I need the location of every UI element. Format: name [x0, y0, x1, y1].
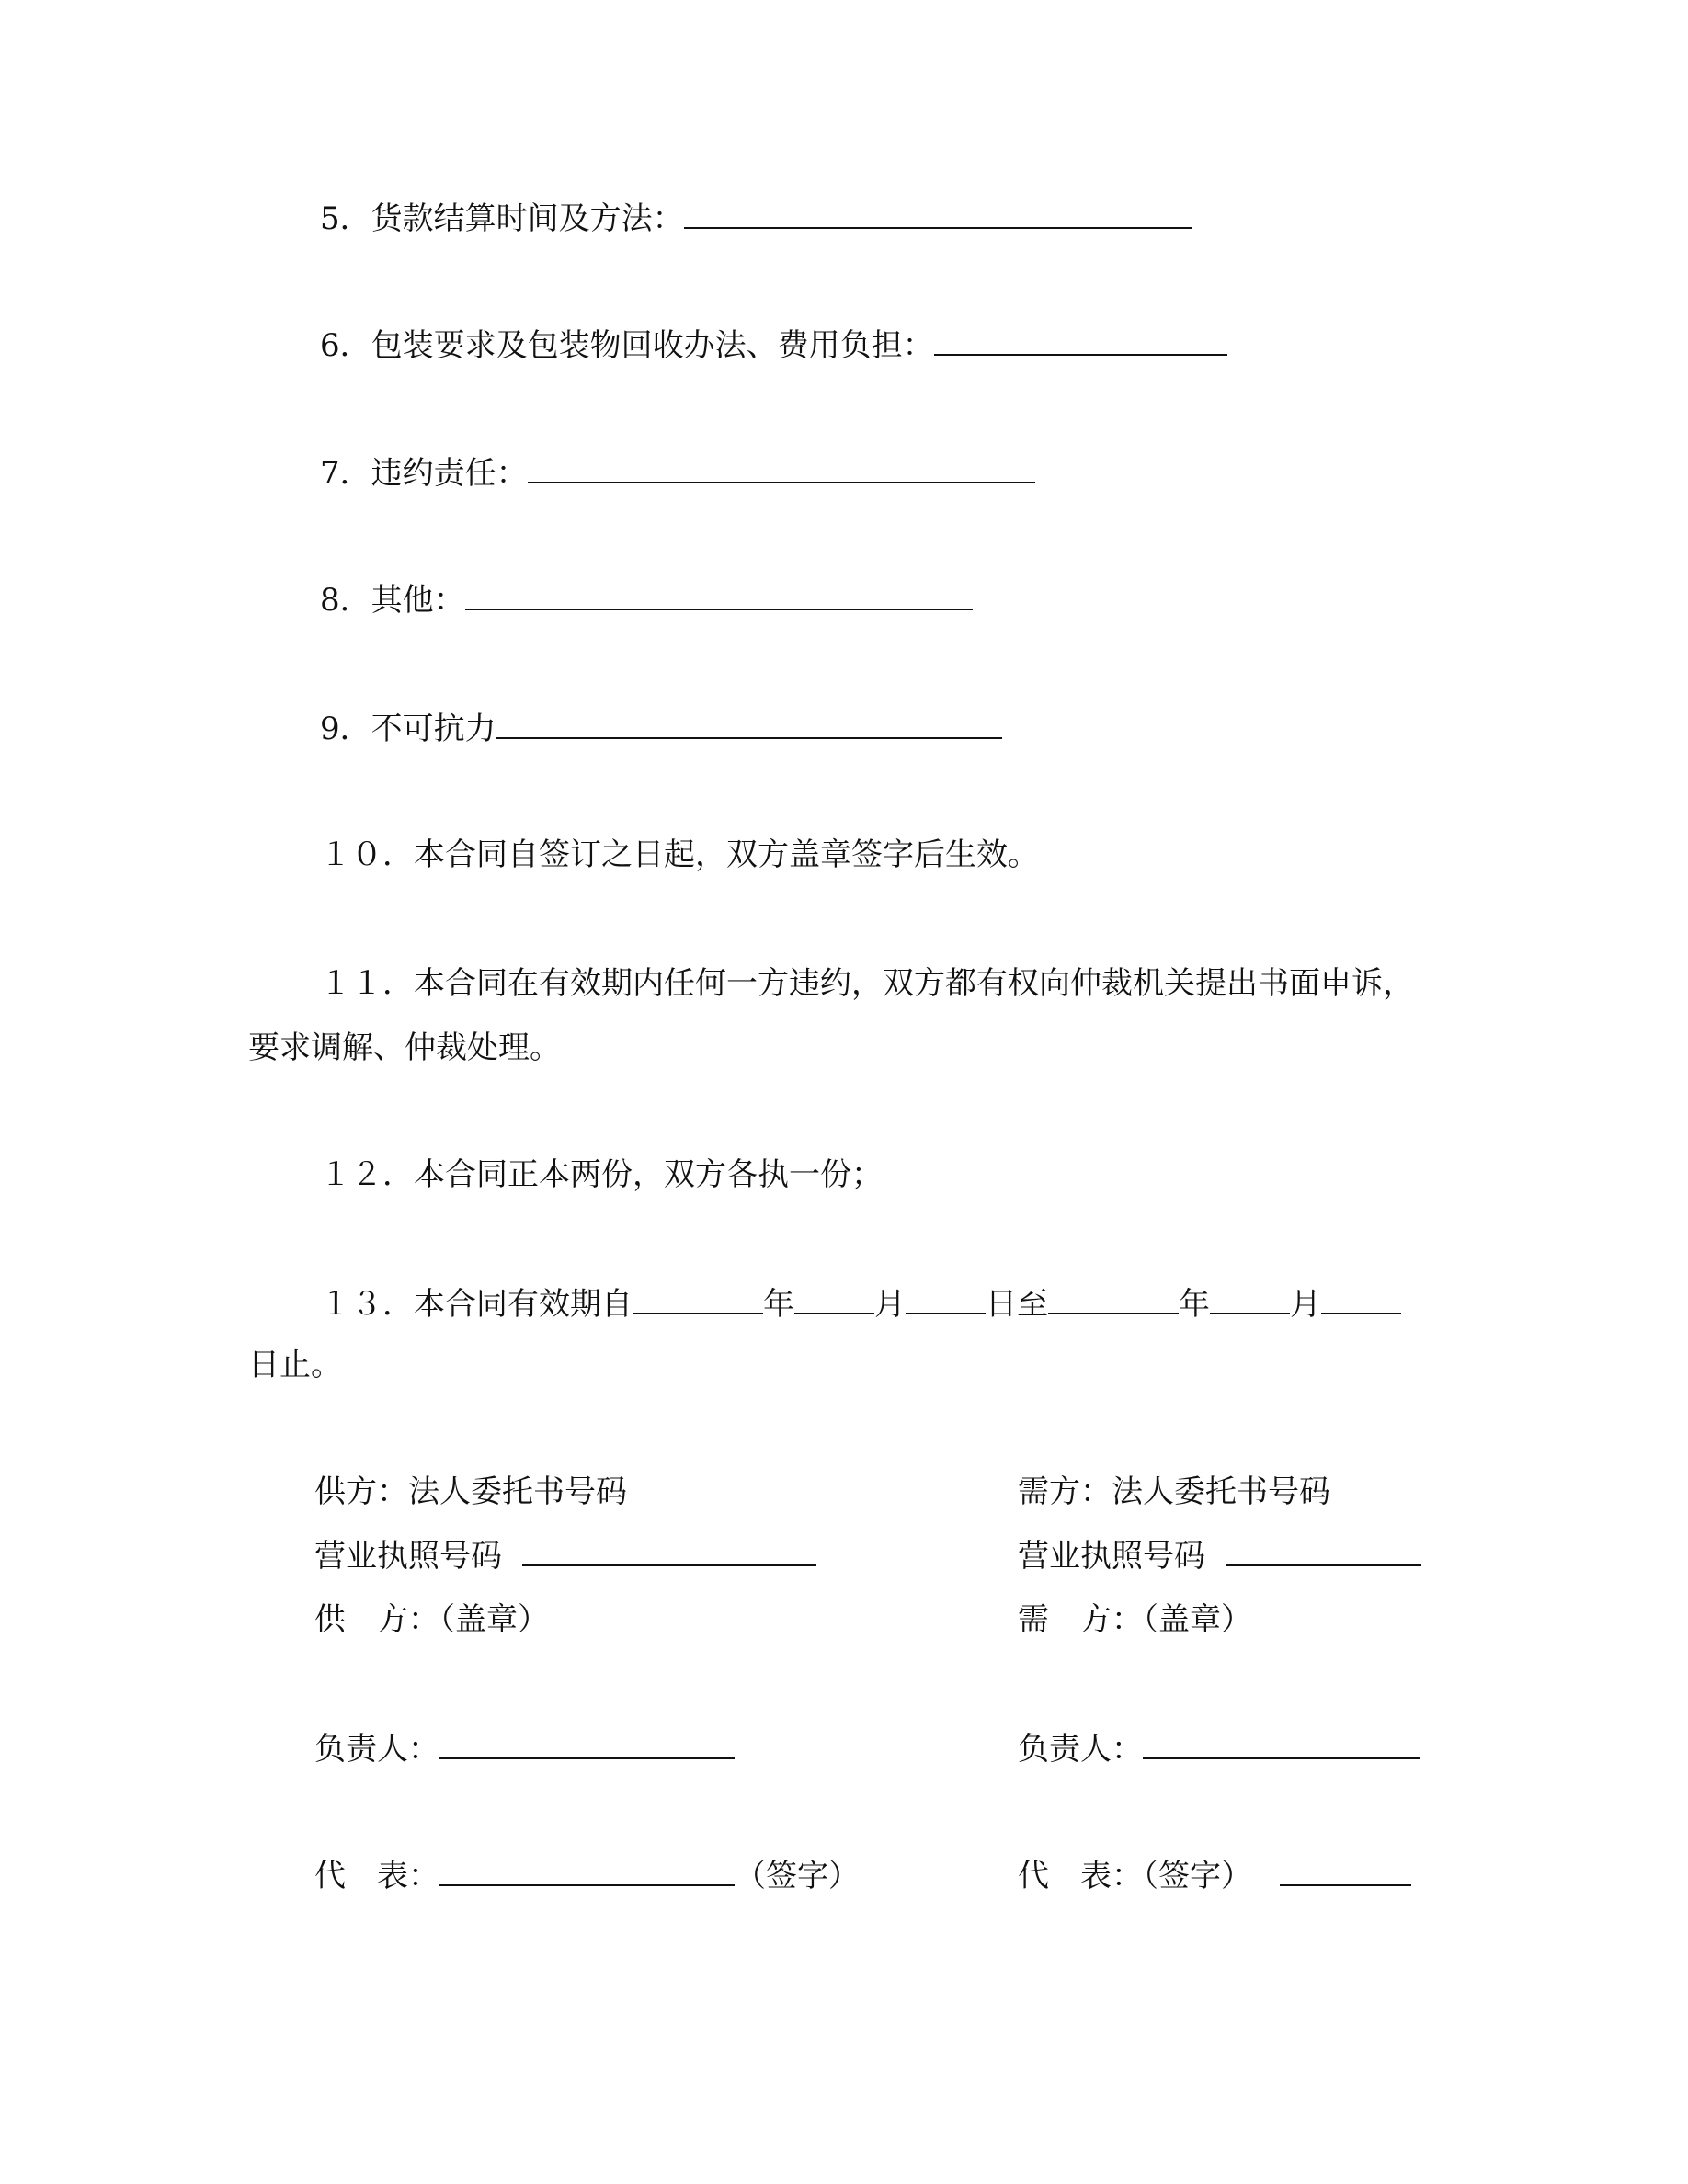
buyer-seal: 需 方：（盖章）: [1018, 1601, 1252, 1638]
supplier-responsible-label: 负责人：: [314, 1731, 439, 1768]
month-label: 月: [874, 1286, 906, 1323]
month-label: 月: [1290, 1286, 1321, 1323]
buyer-responsible: [1018, 1730, 1420, 1768]
end-month-blank: [1210, 1285, 1290, 1314]
blank-line: [1280, 1857, 1411, 1886]
supplier-license: [314, 1537, 816, 1575]
end-day-blank: [1321, 1285, 1401, 1314]
blank-line: [1226, 1537, 1421, 1566]
supplier-representative-label: 代 表：: [314, 1858, 439, 1894]
clause-6: [320, 326, 1227, 364]
buyer-power-of-attorney: 需方：法人委托书号码: [1018, 1473, 1330, 1510]
clause-9-text: 9．不可抗力: [320, 711, 496, 747]
buyer-license: [1018, 1537, 1421, 1575]
supplier-signature-label: （签字）: [735, 1858, 860, 1894]
supplier-representative: [314, 1857, 860, 1894]
supplier-seal: 供 方：（盖章）: [314, 1601, 549, 1638]
clause-5-text: 5．货款结算时间及方法：: [320, 200, 684, 237]
blank-line: [522, 1537, 816, 1566]
blank-line: [439, 1730, 735, 1759]
clause-7-text: 7．违约责任：: [320, 455, 528, 492]
start-year-blank: [633, 1285, 763, 1314]
buyer-license-label: 营业执照号码: [1018, 1538, 1205, 1575]
buyer-representative: [1018, 1857, 1411, 1894]
blank-line: [465, 581, 973, 610]
supplier-license-label: 营业执照号码: [314, 1538, 502, 1575]
clause-8: [320, 581, 973, 619]
blank-line: [934, 326, 1227, 356]
clause-10: １０．本合同自签订之日起，双方盖章签字后生效。: [320, 836, 1039, 873]
supplier-responsible: [314, 1730, 735, 1768]
blank-line: [1143, 1730, 1420, 1759]
year-label: 年: [763, 1286, 794, 1323]
clause-12: １２．本合同正本两份，双方各执一份；: [320, 1156, 883, 1193]
clause-8-text: 8．其他：: [320, 582, 465, 619]
blank-line: [528, 454, 1035, 483]
buyer-signature-label: （签字）: [1143, 1858, 1252, 1894]
blank-line: [439, 1857, 735, 1886]
blank-line: [496, 710, 1002, 739]
clause-5: [320, 199, 1192, 237]
clause-11-line-1: １１．本合同在有效期内任何一方违约，双方都有权向仲裁机关提出书面申诉，: [320, 965, 1414, 1002]
clause-13-end: 日止。: [248, 1347, 342, 1383]
supplier-power-of-attorney: 供方：法人委托书号码: [314, 1473, 627, 1510]
year-label: 年: [1179, 1286, 1210, 1323]
end-year-blank: [1048, 1285, 1179, 1314]
day-to-label: 日至: [986, 1286, 1048, 1323]
start-day-blank: [906, 1285, 986, 1314]
clause-13-text: １３．本合同有效期自: [320, 1286, 633, 1323]
buyer-representative-label: 代 表：: [1018, 1858, 1143, 1894]
buyer-responsible-label: 负责人：: [1018, 1731, 1143, 1768]
blank-line: [684, 199, 1192, 229]
clause-9: [320, 710, 1002, 747]
clause-11-line-2: 要求调解、仲裁处理。: [248, 1029, 561, 1066]
start-month-blank: [794, 1285, 874, 1314]
clause-6-text: 6．包装要求及包装物回收办法、费用负担：: [320, 327, 934, 364]
clause-13: [320, 1285, 1401, 1323]
clause-7: [320, 454, 1035, 492]
